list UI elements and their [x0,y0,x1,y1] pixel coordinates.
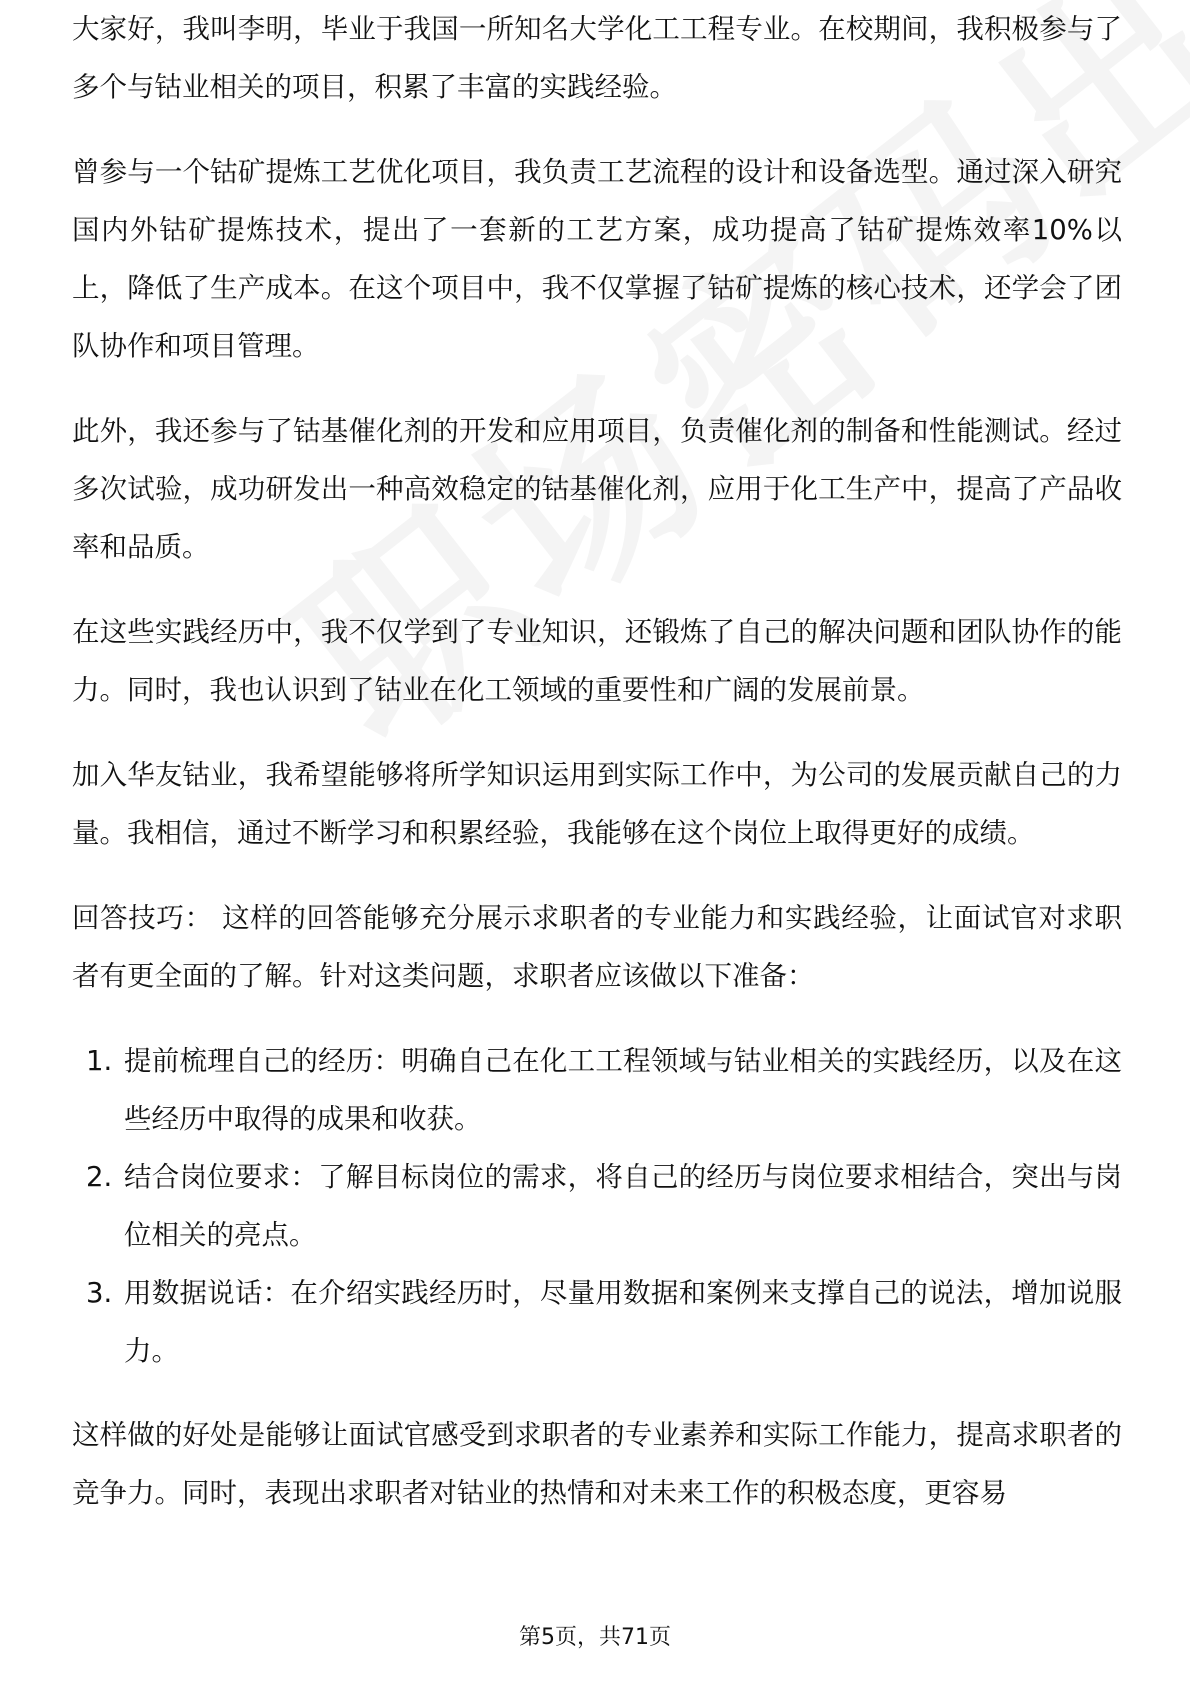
paragraph-answer-tips: 回答技巧： 这样的回答能够充分展示求职者的专业能力和实践经验，让面试官对求职者有更全面的了解。针对这类问题，求职者应该做以下准备： [72,902,1122,992]
tip-number: 3. [86,1277,113,1309]
paragraph-catalyst-project: 此外，我还参与了钴基催化剂的开发和应用项目，负责催化剂的制备和性能测试。经过多次试验，成功研发出一种高效稳定的钴基催化剂，应用于化工生产中，提高了产品收率和品质。 [72,415,1122,563]
paragraph-motivation: 加入华友钴业，我希望能够将所学知识运用到实际工作中，为公司的发展贡献自己的力量。我相信，通过不断学习和积累经验，我能够在这个岗位上取得更好的成绩。 [72,759,1122,849]
page-number: 第5页，共71页 [519,1625,671,1650]
tips-list [72,1032,1122,1380]
paragraph-intro: 大家好，我叫李明，毕业于我国一所知名大学化工工程专业。在校期间，我积极参与了多个与钴业相关的项目，积累了丰富的实践经验。 [72,13,1122,103]
tip-item [72,1032,1122,1148]
tip-text: 用数据说话：在介绍实践经历时，尽量用数据和案例来支撑自己的说法，增加说服力。 [124,1277,1122,1367]
tip-text: 提前梳理自己的经历：明确自己在化工工程领域与钴业相关的实践经历，以及在这些经历中取得的成果和收获。 [124,1045,1122,1135]
paragraph-experience-summary: 在这些实践经历中，我不仅学到了专业知识，还锻炼了自己的解决问题和团队协作的能力。同时，我也认识到了钴业在化工领域的重要性和广阔的发展前景。 [72,616,1122,706]
tip-number: 2. [86,1161,113,1193]
tip-item [72,1264,1122,1380]
document-body [72,13,1122,1549]
paragraph-project-optimization: 曾参与一个钴矿提炼工艺优化项目，我负责工艺流程的设计和设备选型。通过深入研究国内外钴矿提炼技术，提出了一套新的工艺方案，成功提高了钴矿提炼效率10%以上，降低了生产成本。在这个项目中，我不仅掌握了钴矿提炼的核心技术，还学会了团队协作和项目管理。 [72,156,1122,362]
tip-item [72,1148,1122,1264]
tip-number: 1. [86,1045,113,1077]
paragraph-benefits: 这样做的好处是能够让面试官感受到求职者的专业素养和实际工作能力，提高求职者的竞争力。同时，表现出求职者对钴业的热情和对未来工作的积极态度，更容易 [72,1419,1122,1509]
tip-text: 结合岗位要求：了解目标岗位的需求，将自己的经历与岗位要求相结合，突出与岗位相关的亮点。 [124,1161,1122,1251]
